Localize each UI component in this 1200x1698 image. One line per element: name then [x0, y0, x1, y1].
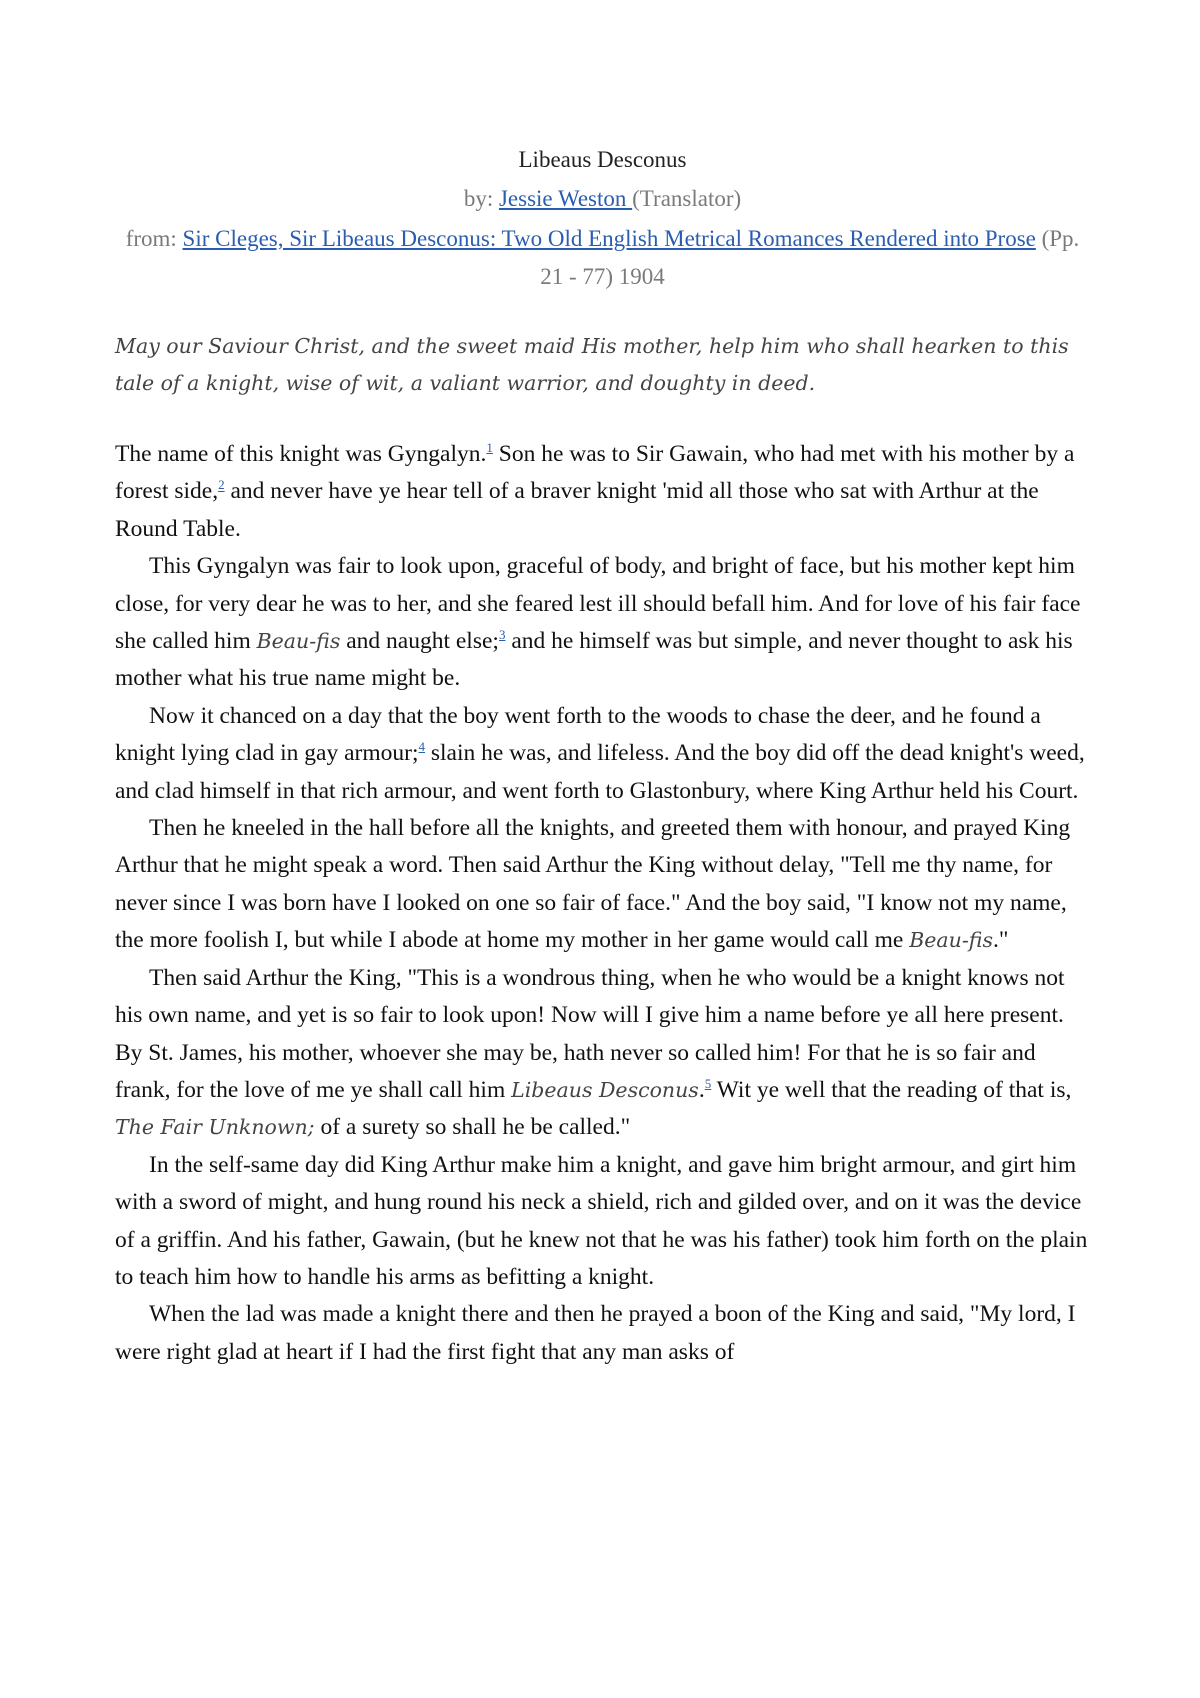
text-run: and he himself was but simple, and never thought to ask his mother what his true name might be.	[115, 628, 1073, 692]
text-run: and naught else;	[340, 628, 499, 655]
footnote-link-1[interactable]: 1	[486, 440, 493, 456]
text-run: The name of this knight was Gyngalyn.	[115, 441, 487, 467]
text-run: Son he was to Sir Gawain, who had met with his mother by a forest side,	[115, 441, 1075, 505]
text-run: Now it chanced on a day that the boy went forth to the woods to chase the deer, and he found a knight lying clad in gay armour;	[115, 702, 1041, 767]
document-page	[115, 140, 1090, 1371]
text-run: and never have ye hear tell of a braver knight 'mid all those who sat with Arthur at the Round Table.	[115, 478, 1039, 542]
footnote-link-4[interactable]: 4	[418, 739, 425, 755]
author-role: (Translator)	[632, 186, 742, 211]
text-run: slain he was, and lifeless. And the boy did off the dead knight's weed, and clad himself in that rich armour, and went forth to Glastonbury, where King Arthur held his Court.	[115, 740, 1085, 804]
paragraph-4	[115, 810, 1090, 960]
byline-prefix: by:	[463, 186, 499, 211]
text-run: .	[698, 1076, 705, 1103]
paragraph-6	[115, 1147, 1090, 1297]
byline	[115, 180, 1090, 218]
text-run: Then said Arthur the King, "This is a wondrous thing, when he who would be a knight knows not his own name, and yet is so fair to look upon! Now will I give him a name before ye all here present. By St. James, his mother, whoever she may be, hath never so called him! For that he is so fair and frank, for the love of me ye shall call him	[115, 964, 1065, 1103]
text-run: This Gyngalyn was fair to look upon, graceful of body, and bright of face, but his mother kept him close, for very dear he was to her, and she feared lest ill should befall him. And for love of his fair face she called him	[115, 553, 1081, 655]
paragraph-7	[115, 1296, 1090, 1371]
italic-name: Libeaus Desconus	[511, 1077, 699, 1102]
text-run: Wit ye well that the reading of that is,	[711, 1076, 1072, 1103]
footnote-link-2[interactable]: 2	[218, 477, 225, 493]
text-run: ."	[992, 927, 1009, 954]
story-body	[115, 436, 1090, 1371]
source-book-link[interactable]: Sir Cleges, Sir Libeaus Desconus: Two Old English Metrical Romances Rendered into Prose	[182, 226, 1036, 251]
source-line	[115, 220, 1090, 296]
text-run: Then he kneeled in the hall before all the knights, and greeted them with honour, and prayed King Arthur that he might speak a word. Then said Arthur the King without delay, "Tell me thy name, for never since I was born have I looked on one so fair of face." And the boy said, "I know not my name, the more foolish I, but while I abode at home my mother in her game would call me	[115, 815, 1071, 954]
italic-translation: The Fair Unknown;	[115, 1115, 315, 1140]
text-run: When the lad was made a knight there and then he prayed a boon of the King and said, "My lord, I were right glad at heart if I had the first fight that any man asks of	[115, 1301, 1076, 1365]
paragraph-2	[115, 548, 1090, 698]
italic-name: Beau-fis	[256, 629, 341, 654]
text-run: of a surety so shall he be called."	[314, 1114, 631, 1141]
author-link[interactable]: Jessie Weston	[498, 186, 633, 211]
text-run: In the self-same day did King Arthur make him a knight, and gave him bright armour, and girt him with a sword of might, and hung round his neck a shield, rich and gilded over, and on it was the device of a griffin. And his father, Gawain, (but he knew not that he was his father) took him forth on the plain to teach him how to handle his arms as befitting a knight.	[115, 1151, 1088, 1290]
source-pages-year: (Pp. 21 - 77) 1904	[540, 226, 1080, 289]
italic-name: Beau-fis	[909, 928, 993, 953]
source-prefix: from:	[125, 226, 183, 251]
paragraph-1	[115, 436, 1090, 548]
footnote-link-3[interactable]: 3	[498, 627, 506, 643]
epigraph: May our Saviour Christ, and the sweet maid His mother, help him who shall hearken to this tale of a knight, wise of wit, a valiant warrior, and doughty in deed.	[115, 334, 1069, 395]
paragraph-3	[115, 698, 1090, 810]
document-title: Libeaus Desconus	[518, 147, 687, 172]
paragraph-5	[115, 960, 1090, 1147]
footnote-link-5[interactable]: 5	[704, 1076, 712, 1092]
